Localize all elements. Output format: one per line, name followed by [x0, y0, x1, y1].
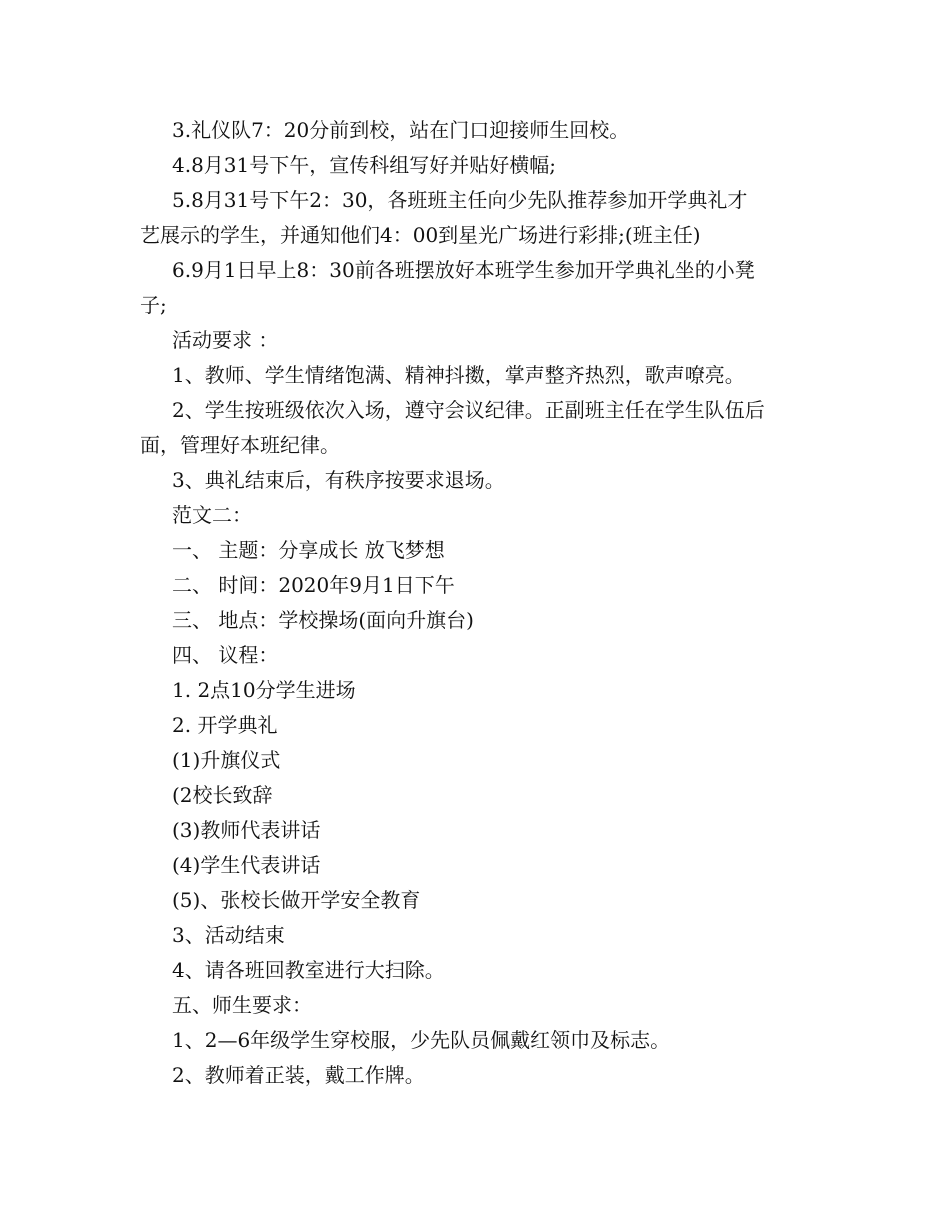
text-line: 2、教师着正装，戴工作牌。	[172, 1063, 425, 1087]
text-line: 3.礼仪队7：20分前到校，站在门口迎接师生回校。	[172, 118, 630, 142]
text-line: 3、活动结束	[172, 923, 285, 947]
section-heading: 活动要求 ：	[172, 328, 279, 352]
text-line: 三、 地点：学校操场(面向升旗台)	[172, 608, 474, 632]
text-line: 四、 议程：	[172, 643, 279, 667]
text-line: (5)、张校长做开学安全教育	[172, 888, 421, 912]
text-line: 3、典礼结束后，有秩序按要求退场。	[172, 468, 505, 492]
text-line: 6.9月1日早上8：30前各班摆放好本班学生参加开学典礼坐的小凳	[172, 258, 755, 282]
text-line: (4)学生代表讲话	[172, 853, 321, 877]
text-line: (1)升旗仪式	[172, 748, 281, 772]
text-line: 4.8月31号下午，宣传科组写好并贴好横幅;	[172, 153, 556, 177]
text-line: 1、教师、学生情绪饱满、精神抖擞，掌声整齐热烈，歌声嘹亮。	[172, 363, 745, 387]
text-line: 4、请各班回教室进行大扫除。	[172, 958, 445, 982]
text-line: 2、学生按班级依次入场，遵守会议纪律。正副班主任在学生队伍后	[172, 398, 765, 422]
document-body	[140, 113, 812, 1093]
section-heading: 范文二：	[172, 503, 252, 527]
text-line: 2. 开学典礼	[172, 713, 278, 737]
text-line: 面，管理好本班纪律。	[140, 433, 340, 457]
text-line: 子;	[140, 293, 167, 317]
section-heading: 五、师生要求：	[172, 993, 312, 1017]
text-line: 5.8月31号下午2：30，各班班主任向少先队推荐参加开学典礼才	[172, 188, 748, 212]
text-line: 1. 2点10分学生进场	[172, 678, 356, 702]
text-line: (2校长致辞	[172, 783, 273, 807]
text-line: 艺展示的学生，并通知他们4：00到星光广场进行彩排;(班主任)	[140, 223, 701, 247]
text-line: 一、 主题：分享成长 放飞梦想	[172, 538, 445, 562]
text-line: (3)教师代表讲话	[172, 818, 321, 842]
text-line: 二、 时间：2020年9月1日下午	[172, 573, 455, 597]
text-line: 1、2—6年级学生穿校服，少先队员佩戴红领巾及标志。	[172, 1028, 671, 1052]
